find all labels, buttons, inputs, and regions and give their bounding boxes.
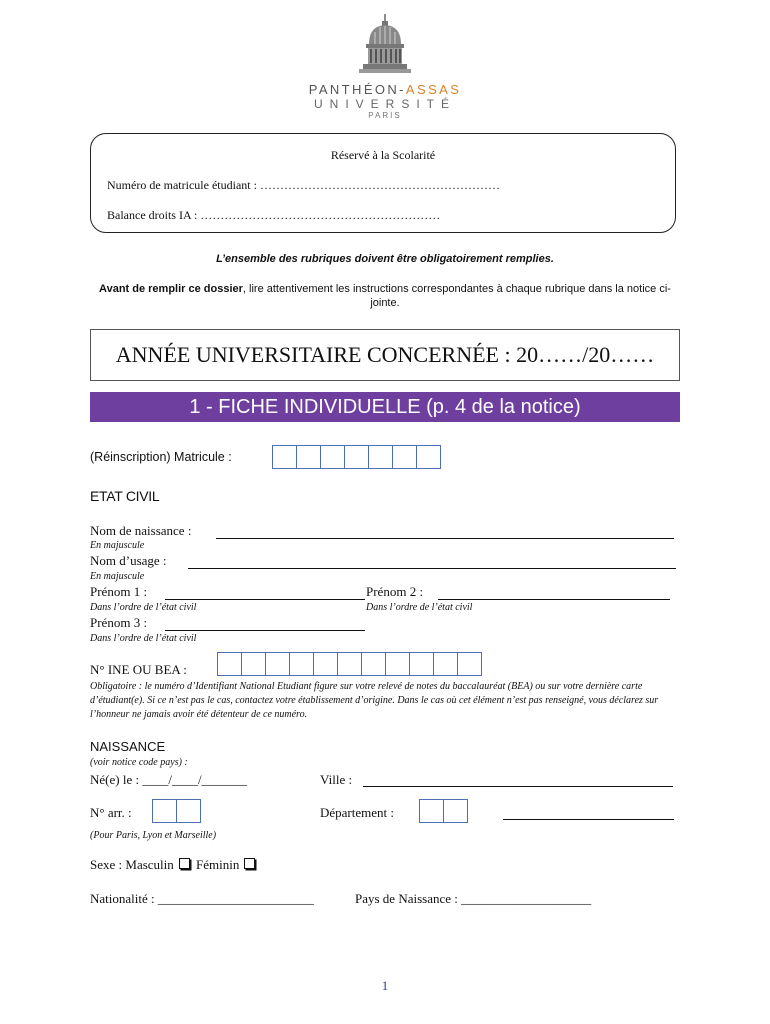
departement-label: Département : — [320, 805, 394, 820]
nationalite-field[interactable]: Nationalité : ________________________ — [90, 891, 314, 906]
matricule-etudiant-field[interactable]: Numéro de matricule étudiant : …………………………………………………… — [107, 178, 500, 192]
ine-cell[interactable] — [241, 652, 266, 676]
sexe-row — [90, 857, 258, 873]
ine-cell[interactable] — [385, 652, 410, 676]
matricule-cell[interactable] — [344, 445, 369, 469]
etat-civil-heading: ETAT CIVIL — [90, 488, 160, 504]
matricule-cell[interactable] — [368, 445, 393, 469]
ine-cell[interactable] — [409, 652, 434, 676]
reserve-scolarite-box — [90, 133, 676, 233]
section-fiche-individuelle-header: 1 - FICHE INDIVIDUELLE (p. 4 de la notice) — [90, 392, 680, 422]
reinscription-matricule-label: (Réinscription) Matricule : — [90, 450, 232, 464]
naissance-heading: NAISSANCE — [90, 739, 166, 754]
prenom3-field[interactable] — [165, 630, 365, 631]
nom-usage-label: Nom d’usage : — [90, 553, 167, 568]
matricule-cell[interactable] — [272, 445, 297, 469]
ine-cell[interactable] — [457, 652, 482, 676]
prenom3-label: Prénom 3 : — [90, 615, 148, 630]
nom-usage-field[interactable] — [188, 568, 676, 569]
masculin-checkbox[interactable] — [179, 858, 190, 869]
prenom1-field[interactable] — [165, 599, 365, 600]
prenom1-hint: Dans l’ordre de l’état civil — [90, 602, 197, 613]
prenom1-label: Prénom 1 : — [90, 584, 148, 599]
logo-wordmark-line3: PARIS — [368, 111, 402, 120]
ville-label: Ville : — [320, 772, 353, 787]
matricule-cell[interactable] — [392, 445, 417, 469]
logo-wordmark-line2: UNIVERSITÉ — [313, 97, 456, 111]
matricule-cell[interactable] — [320, 445, 345, 469]
n-arr-label: N° arr. : — [90, 805, 132, 820]
ine-cell[interactable] — [337, 652, 362, 676]
ville-field[interactable] — [363, 786, 673, 787]
matricule-cell[interactable] — [416, 445, 441, 469]
feminin-checkbox[interactable] — [244, 858, 255, 869]
n-arr-cells[interactable] — [152, 799, 200, 823]
mandatory-notice: L’ensemble des rubriques doivent être obligatoirement remplies. — [216, 253, 554, 265]
ine-bea-label: N° INE OU BEA : — [90, 662, 187, 677]
ine-bea-cells[interactable] — [217, 652, 481, 676]
n-arr-cell[interactable] — [152, 799, 177, 823]
ine-cell[interactable] — [433, 652, 458, 676]
ine-cell[interactable] — [313, 652, 338, 676]
annee-universitaire-title: ANNÉE UNIVERSITAIRE CONCERNÉE : 20……/20…… — [90, 329, 680, 381]
pour-paris-hint: (Pour Paris, Lyon et Marseille) — [90, 830, 217, 841]
n-arr-cell[interactable] — [176, 799, 201, 823]
page-number: 1 — [381, 978, 389, 993]
date-naissance-field[interactable]: Né(e) le : ____/____/_______ — [90, 772, 248, 787]
prenom2-label: Prénom 2 : — [366, 584, 424, 599]
ine-obligatoire-note: Obligatoire : le numéro d’Identifiant National Etudiant figure sur votre relevé de notes du baccalauréat (BEA) ou sur votre dernière carte d’étudiant(e). Si ce n’est pas le cas, contactez votre établissement d’origine. Dans le cas où cet élément n’est pas renseigné, vous déclarez sur l’honneur ne jamais avoir été détenteur de ce numéro. — [90, 681, 659, 720]
reserve-title: Réservé à la Scolarité — [330, 148, 436, 162]
sexe-masculin-label: Sexe : Masculin — [90, 857, 174, 872]
prenom2-field[interactable] — [438, 599, 670, 600]
departement-cell[interactable] — [443, 799, 468, 823]
ine-cell[interactable] — [265, 652, 290, 676]
departement-field[interactable] — [503, 819, 674, 820]
ine-cell[interactable] — [217, 652, 242, 676]
matricule-cell[interactable] — [296, 445, 321, 469]
reinscription-matricule-cells[interactable] — [272, 445, 440, 469]
departement-cells[interactable] — [419, 799, 467, 823]
pantheon-dome-logo-icon — [355, 12, 415, 78]
logo-wordmark-line1: PANTHÉON-ASSAS — [308, 82, 462, 97]
prenom3-hint: Dans l’ordre de l’état civil — [90, 633, 197, 644]
nom-usage-hint: En majuscule — [90, 571, 145, 582]
ine-cell[interactable] — [361, 652, 386, 676]
sexe-feminin-label: Féminin — [196, 857, 240, 872]
naissance-hint: (voir notice code pays) : — [90, 757, 188, 768]
pays-naissance-field[interactable]: Pays de Naissance : ____________________ — [355, 891, 592, 906]
balance-droits-field[interactable]: Balance droits IA : …………………………………………………… — [107, 208, 441, 222]
ine-cell[interactable] — [289, 652, 314, 676]
nom-naissance-label: Nom de naissance : — [90, 523, 192, 538]
instructions-notice: Avant de remplir ce dossier, lire attentivement les instructions correspondantes à chaque rubrique dans la notice ci-jointe. — [99, 283, 671, 309]
prenom2-hint: Dans l’ordre de l’état civil — [366, 602, 473, 613]
nom-naissance-hint: En majuscule — [90, 540, 145, 551]
nom-naissance-field[interactable] — [216, 538, 674, 539]
departement-cell[interactable] — [419, 799, 444, 823]
